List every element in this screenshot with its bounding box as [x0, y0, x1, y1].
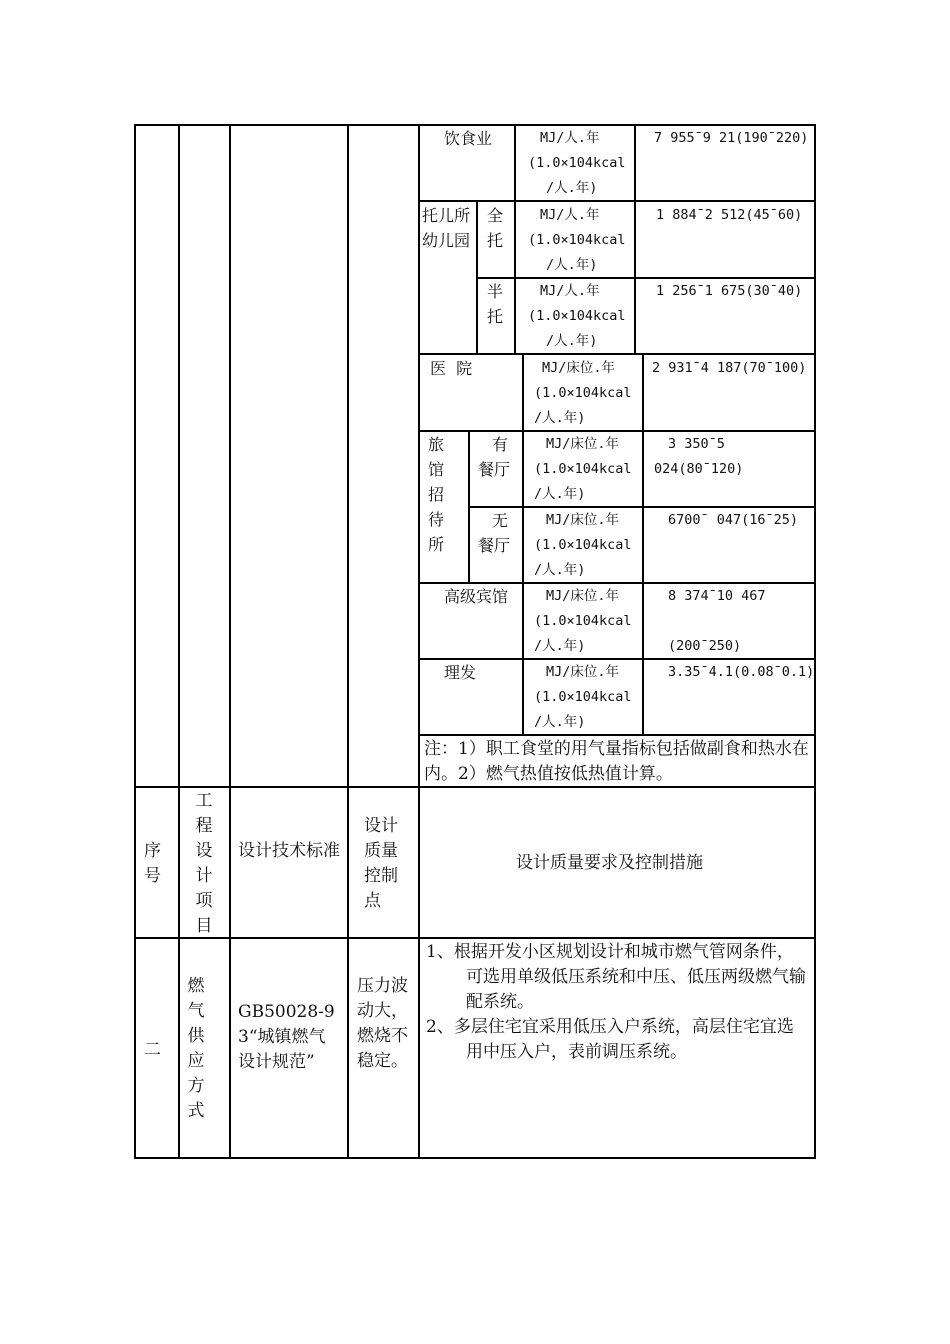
- unit-line: MJ/人.年: [540, 130, 600, 146]
- unit-line: (1.0×104kcal: [528, 308, 626, 324]
- category-label: 饮食业: [444, 129, 493, 148]
- unit-line: /人.年): [546, 257, 598, 273]
- row-seq: 二: [144, 1040, 161, 1060]
- unit-line: MJ/床位.年: [546, 588, 620, 604]
- unit-line: MJ/床位.年: [546, 512, 620, 528]
- category-label: 高级宾馆: [444, 587, 509, 606]
- column-divider-2: [229, 124, 231, 1159]
- value-text: 1 884¯2 512(45¯60): [656, 207, 803, 223]
- unit-line: (1.0×104kcal: [534, 385, 632, 401]
- subtable-vline: [522, 353, 524, 735]
- value-text: 3.35¯4.1(0.08¯0.1): [668, 664, 815, 680]
- table-bottom-border: [134, 1157, 816, 1159]
- unit-line: MJ/床位.年: [546, 664, 620, 680]
- unit-line: /人.年): [546, 333, 598, 349]
- subcategory-label: 半 托: [487, 282, 504, 326]
- value-text: 7 955¯9 21(190¯220): [654, 130, 809, 146]
- subtable-vline: [468, 430, 470, 583]
- unit-line: /人.年): [546, 180, 598, 196]
- subtable-vline: [642, 353, 644, 735]
- value-text: 8 374¯10 467: [668, 588, 766, 604]
- unit-line: /人.年): [534, 714, 586, 730]
- value-text: 6700¯ 047(16¯25): [668, 512, 799, 528]
- subcategory-label: 有 餐厅: [478, 435, 511, 479]
- header-standard: 设计技术标准: [238, 841, 340, 861]
- unit-line: MJ/床位.年: [542, 360, 616, 376]
- column-divider-1: [178, 124, 180, 1159]
- header-control-point: 设计质量控制点: [364, 816, 398, 911]
- unit-line: /人.年): [534, 410, 586, 426]
- requirement-item: 1、根据开发小区规划设计和城市燃气管网条件，可选用单级低压系统和中压、低压两级燃气输配系统。: [426, 942, 806, 1012]
- table-left-border: [134, 124, 136, 1159]
- unit-line: /人.年): [534, 486, 586, 502]
- unit-line: MJ/床位.年: [546, 436, 620, 452]
- category-label: 旅 馆 招 待 所: [428, 435, 445, 554]
- unit-line: MJ/人.年: [540, 283, 600, 299]
- unit-line: (1.0×104kcal: [534, 689, 632, 705]
- category-label: 医 院: [430, 359, 473, 378]
- unit-line: (1.0×104kcal: [528, 232, 626, 248]
- unit-line: (1.0×104kcal: [534, 537, 632, 553]
- header-project: 工程设计项目: [195, 791, 213, 936]
- table-right-border: [814, 124, 816, 1159]
- value-text: (200¯250): [668, 638, 742, 654]
- column-divider-3: [347, 124, 349, 1159]
- row-control-point: 压力波动大，燃烧不稳定。: [357, 976, 408, 1071]
- unit-line: /人.年): [534, 562, 586, 578]
- subtable-vline: [476, 200, 478, 354]
- column-divider-4: [418, 124, 420, 1159]
- unit-line: (1.0×104kcal: [534, 613, 632, 629]
- header-requirements: 设计质量要求及控制措施: [516, 853, 703, 873]
- value-text: 024(80¯120): [654, 461, 744, 477]
- subcategory-label: 无 餐厅: [478, 511, 511, 555]
- header-seq: 序号: [144, 841, 161, 886]
- requirement-item: 2、多层住宅宜采用低压入户系统，高层住宅宜选用中压入户，表前调压系统。: [426, 1017, 794, 1062]
- row-sep-row2: [134, 937, 816, 939]
- value-text: 1 256¯1 675(30¯40): [656, 283, 803, 299]
- subtable-vline: [634, 124, 636, 354]
- unit-line: (1.0×104kcal: [528, 155, 626, 171]
- table-note: 注：1）职工食堂的用气量指标包括做副食和热水在内。2）燃气热值按低热值计算。: [424, 739, 809, 784]
- unit-line: (1.0×104kcal: [534, 461, 632, 477]
- value-text: 2 931¯4 187(70¯100): [652, 360, 807, 376]
- category-label: 理发: [444, 663, 477, 682]
- value-text: 3 350¯5: [668, 436, 725, 452]
- subcategory-label: 全 托: [487, 206, 504, 250]
- category-label: 托儿所 幼儿园: [422, 206, 471, 250]
- requirements-list: [426, 940, 808, 1065]
- row-project: 燃气供应方式: [187, 976, 205, 1121]
- unit-line: /人.年): [534, 638, 586, 654]
- subtable-vline: [514, 124, 516, 354]
- row-standard: GB50028-93“城镇燃气设计规范”: [238, 1002, 335, 1072]
- subtable-line: [418, 734, 816, 736]
- unit-line: MJ/人.年: [540, 207, 600, 223]
